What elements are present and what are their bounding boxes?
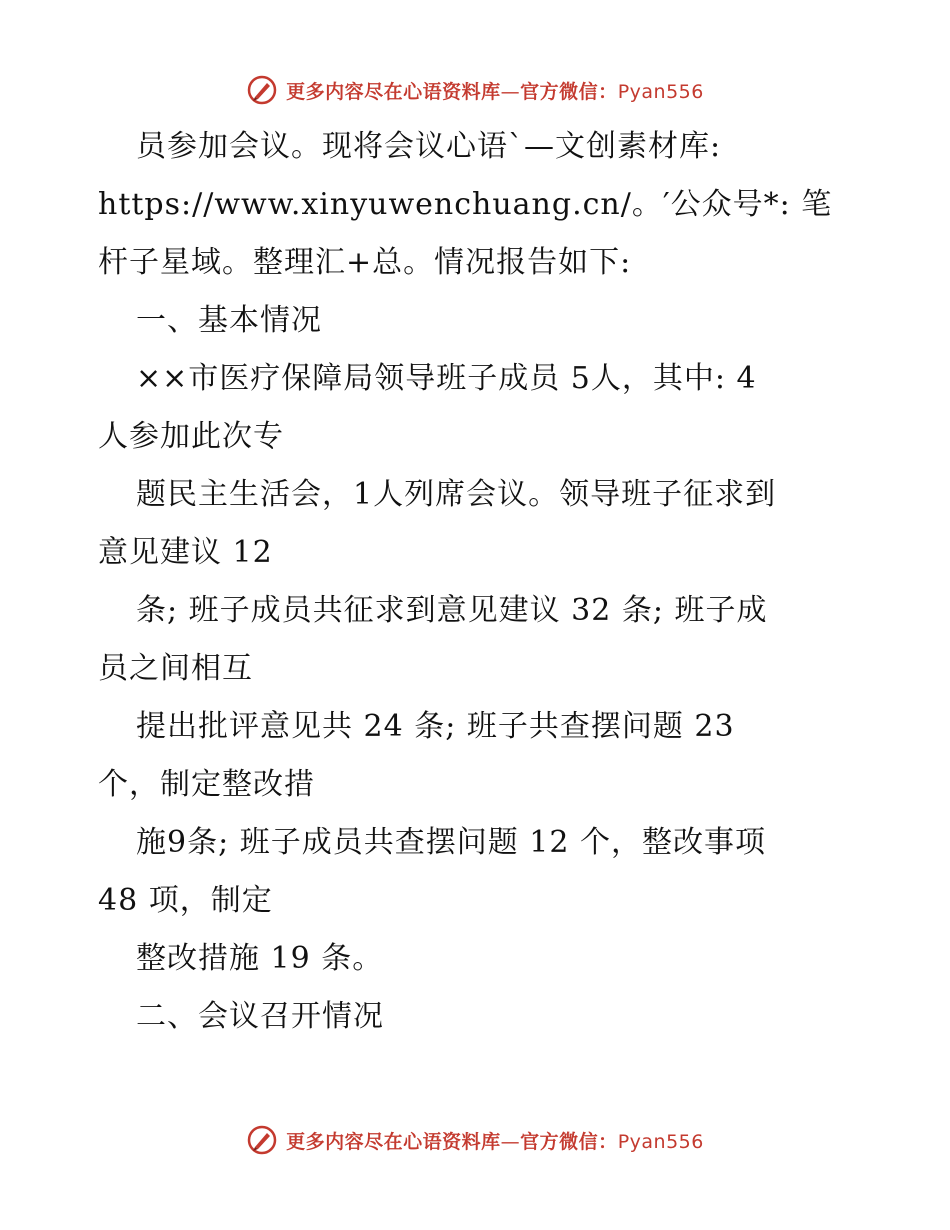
section-heading: 二、会议召开情况 — [136, 999, 384, 1034]
section-heading: 一、基本情况 — [136, 303, 322, 338]
watermark-label: 官方微信： — [520, 80, 618, 103]
watermark-id: Pyan556 — [617, 80, 704, 103]
body-line: 整改措施 19 条。 — [136, 941, 384, 976]
footer-watermark-text — [286, 1127, 704, 1154]
body-line: 意见建议 12 — [98, 535, 273, 570]
body-line: 员参加会议。现将会议心语`—文创素材库: — [136, 129, 722, 164]
body-line: 人参加此次专 — [98, 419, 284, 454]
body-line: 员之间相互 — [98, 651, 253, 686]
watermark-id: Pyan556 — [617, 1130, 704, 1153]
watermark-main-text: 更多内容尽在心语资料库 — [286, 80, 501, 103]
document-body — [98, 118, 858, 1046]
body-line: 提出批评意见共 24 条; 班子共查摆问题 23 — [136, 709, 735, 744]
body-line: https://www.xinyuwenchuang.cn/。′公众号*: 笔 — [98, 187, 833, 222]
watermark-label: 官方微信： — [520, 1130, 618, 1153]
pen-logo-icon — [246, 1124, 278, 1156]
pen-logo-icon — [246, 74, 278, 106]
footer-watermark-banner — [0, 1120, 950, 1160]
header-watermark-text — [286, 77, 704, 104]
body-line: 48 项，制定 — [98, 883, 273, 918]
watermark-dash: — — [500, 80, 521, 103]
body-line: 条; 班子成员共征求到意见建议 32 条; 班子成 — [136, 593, 768, 628]
body-line: 施9条; 班子成员共查摆问题 12 个，整改事项 — [136, 825, 766, 860]
body-line: 杆子星域。整理汇+总。情况报告如下: — [98, 245, 632, 280]
watermark-dash: — — [500, 1130, 521, 1153]
body-line: 题民主生活会，1人列席会议。领导班子征求到 — [136, 477, 777, 512]
header-watermark-banner — [0, 70, 950, 110]
body-line: ××市医疗保障局领导班子成员 5人，其中: 4 — [136, 361, 757, 396]
watermark-main-text: 更多内容尽在心语资料库 — [286, 1130, 501, 1153]
body-line: 个，制定整改措 — [98, 767, 315, 802]
